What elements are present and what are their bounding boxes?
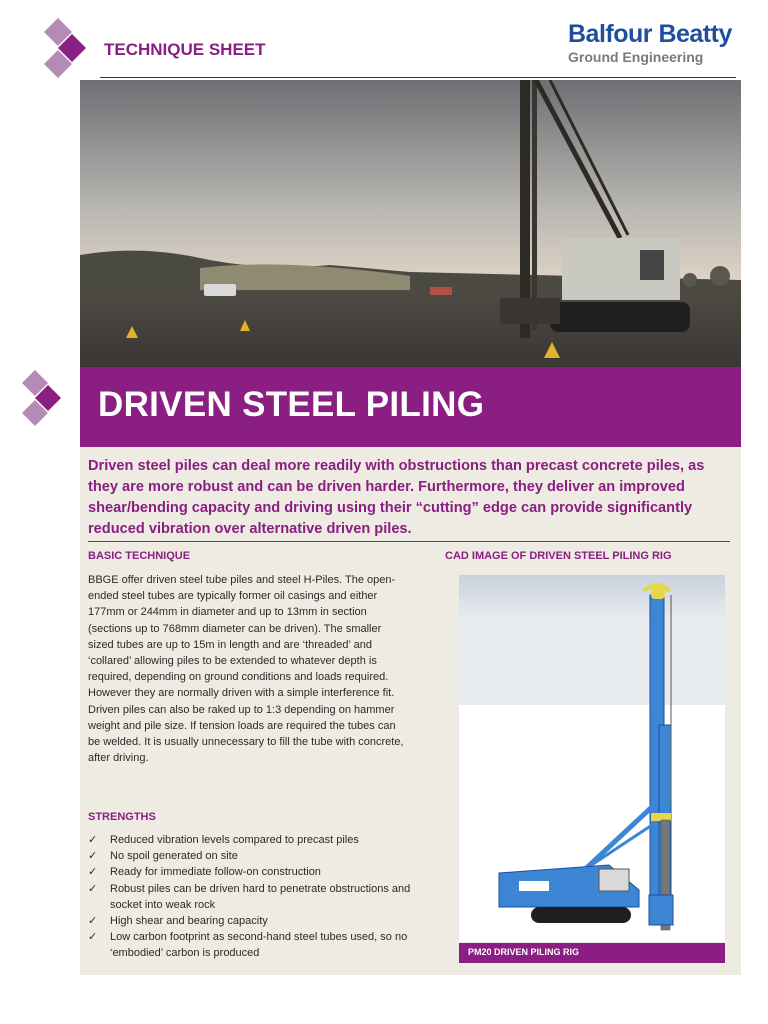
- strengths-list: [88, 832, 418, 962]
- intro-divider: [88, 541, 730, 542]
- list-item: [88, 864, 418, 880]
- strength-text: Low carbon footprint as second-hand steel tubes used, so no ‘embodied’ carbon is produced: [110, 931, 408, 960]
- cad-caption: PM20 DRIVEN PILING RIG: [468, 947, 580, 957]
- check-icon: ✓: [88, 834, 98, 846]
- list-item: [88, 832, 418, 848]
- side-diamond-icon: [22, 370, 72, 426]
- page-title: DRIVEN STEEL PILING: [98, 385, 485, 424]
- cad-image-heading: CAD IMAGE OF DRIVEN STEEL PILING RIG: [445, 550, 672, 562]
- strength-text: No spoil generated on site: [110, 850, 238, 863]
- list-item: [88, 929, 418, 961]
- check-icon: ✓: [88, 931, 98, 944]
- check-icon: ✓: [88, 882, 98, 895]
- header-divider: [100, 77, 736, 78]
- hero-photo: [80, 80, 741, 368]
- check-icon: ✓: [88, 850, 98, 863]
- strength-text: Robust piles can be driven hard to penetrate obstructions and socket into weak rock: [110, 882, 411, 911]
- technique-sheet-label: TECHNIQUE SHEET: [104, 40, 266, 59]
- basic-technique-heading: BASIC TECHNIQUE: [88, 550, 191, 562]
- brand-subtitle: Ground Engineering: [568, 49, 704, 65]
- strength-text: High shear and bearing capacity: [110, 915, 268, 928]
- list-item: [88, 881, 418, 913]
- strength-text: Reduced vibration levels compared to precast piles: [110, 834, 359, 846]
- strengths-heading: STRENGTHS: [88, 811, 156, 823]
- check-icon: ✓: [88, 915, 98, 928]
- check-icon: ✓: [88, 866, 98, 879]
- basic-technique-text: BBGE offer driven steel tube piles and steel H-Piles. The open-ended steel tubes are typically former oil casings and either 177mm or 244mm in diameter and up to 13mm in section (sections up to 768mm diameter can be driven). The smaller sized tubes are up to 15m in length and are ‘threaded’ and ‘collared’ allowing piles to be extended to whatever depth is required, depending on ground conditions and loads required. However they are normally driven with a simple interference fit. Driven piles can also be raked up to 1:3 depending on hammer weight and pile size. If tension loads are required the tubes can be welded. It is usually unnecessary to fill the tube with concrete, after driving.: [88, 574, 404, 765]
- intro-paragraph: Driven steel piles can deal more readily with obstructions than precast concrete piles, as they are more robust and can be driven harder. Furthermore, they deliver an improved shear/bending capacity and driving using their “cutting” edge can provide significantly reduced vibration over alternative driven piles.: [88, 458, 705, 537]
- diamond-logo-icon: [44, 18, 100, 78]
- cad-rig-image: [459, 575, 725, 942]
- brand-name: Balfour Beatty: [568, 20, 732, 48]
- brand-logo: [568, 20, 732, 65]
- strength-text: Ready for immediate follow-on construction: [110, 866, 321, 879]
- list-item: [88, 913, 418, 929]
- list-item: [88, 848, 418, 864]
